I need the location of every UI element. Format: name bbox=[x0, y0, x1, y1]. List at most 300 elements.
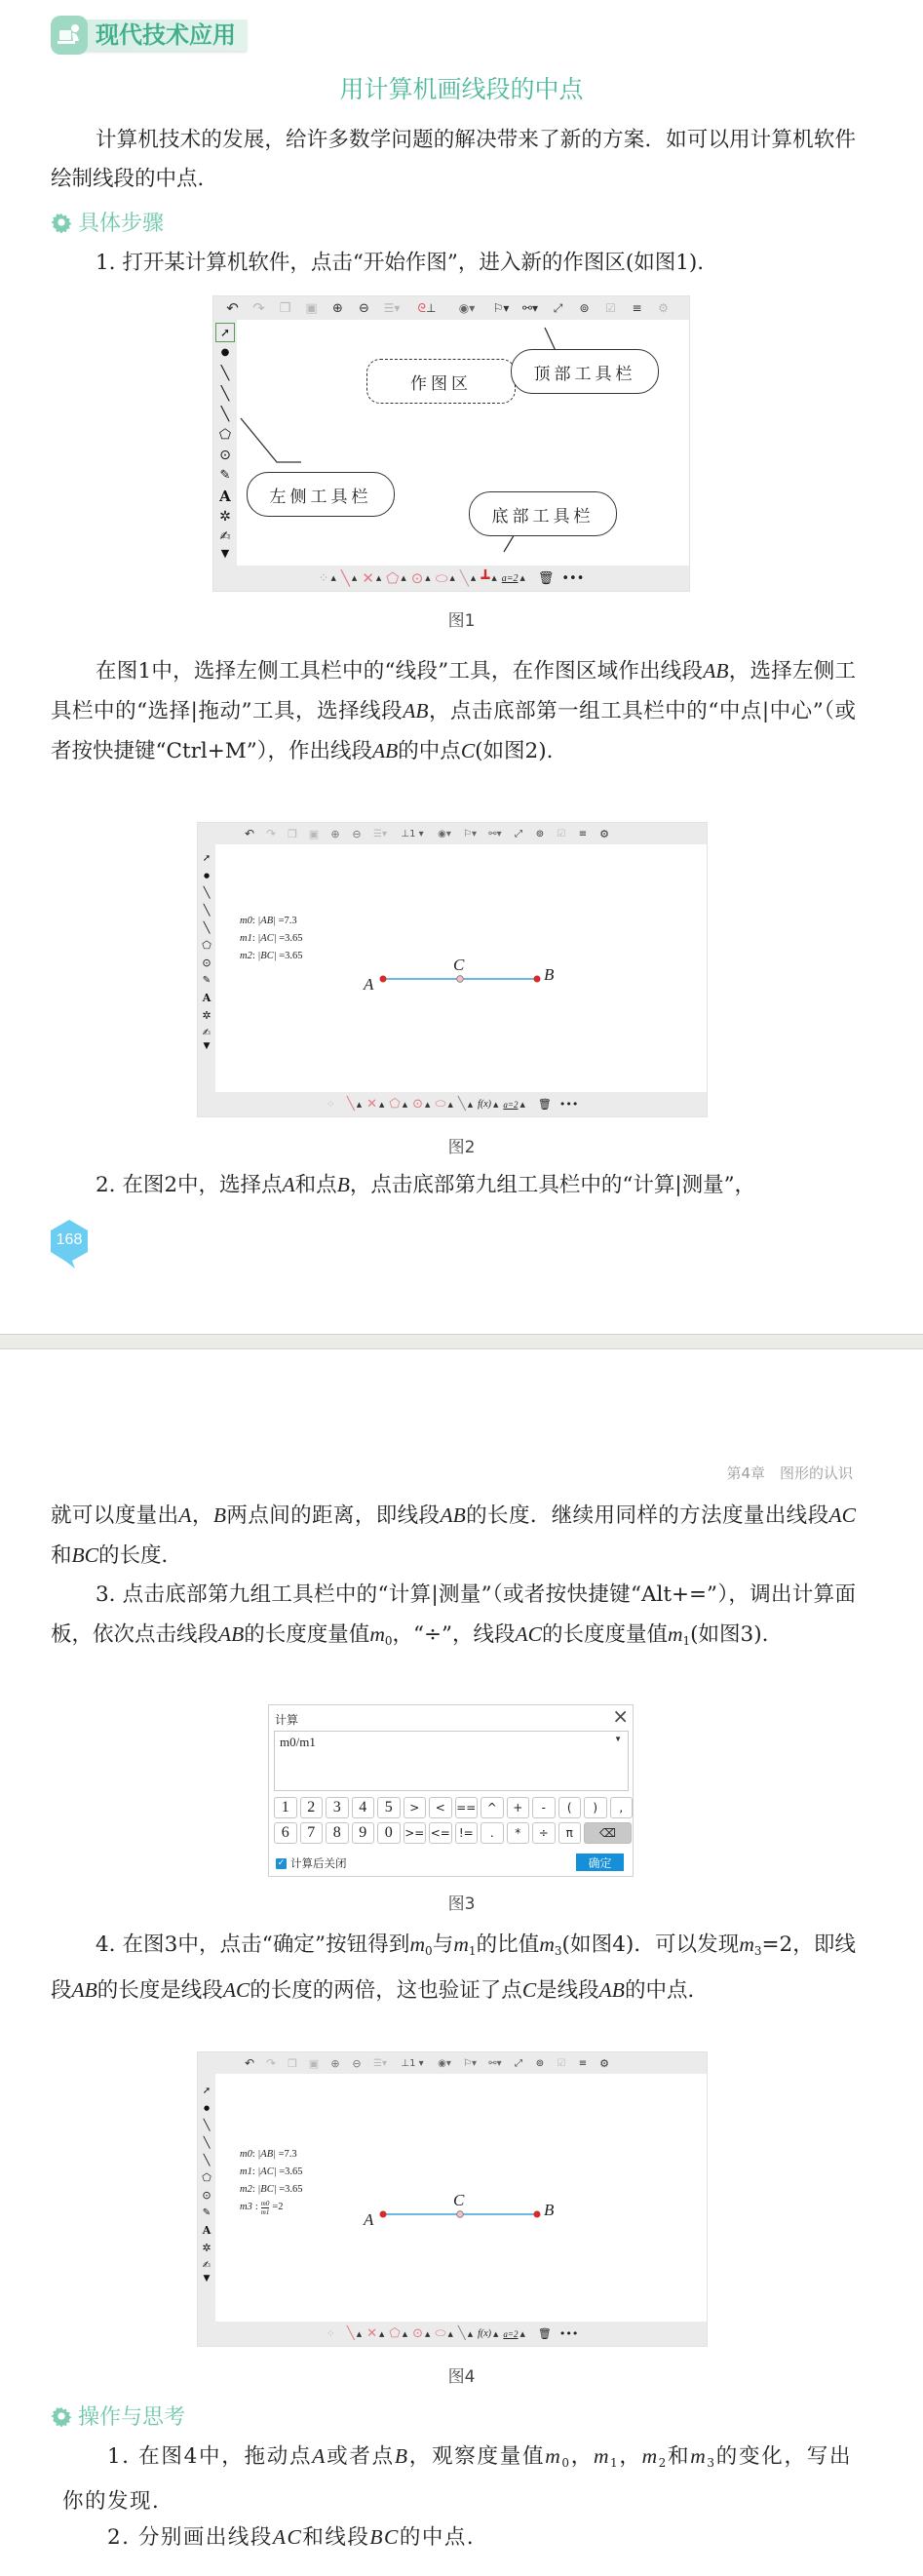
conic-group-icon[interactable]: ⬭ bbox=[435, 1097, 446, 1112]
key-lte[interactable]: <= bbox=[429, 1822, 452, 1844]
callout-pointers bbox=[213, 296, 691, 593]
measure-m0: m0: |AB| =7.3 bbox=[240, 916, 297, 926]
point-c[interactable] bbox=[457, 976, 464, 983]
page-169 bbox=[0, 1349, 923, 2576]
polygon-tool-icon[interactable]: ⬠ bbox=[218, 426, 232, 443]
measure-m2: m2: |BC| =3.65 bbox=[240, 2184, 303, 2195]
midpoint-group-icon[interactable]: ╲ bbox=[346, 1097, 355, 1112]
ray-tool-icon[interactable]: ╲ bbox=[203, 903, 211, 917]
point-c[interactable] bbox=[457, 2211, 464, 2218]
text: 和 bbox=[667, 2444, 691, 2469]
fullscreen-icon[interactable]: ⤢ bbox=[515, 828, 522, 839]
text: 是线段 bbox=[536, 1978, 599, 2003]
measure-m3: m3 : $\frac{m0}{m1}$ =2 bbox=[240, 2199, 284, 2216]
paste-icon[interactable]: ▣ bbox=[308, 827, 320, 840]
edit-icon[interactable]: ☑ bbox=[557, 828, 566, 839]
more-icon[interactable]: ••• bbox=[558, 1098, 579, 1111]
circle-tool-icon[interactable]: ⊙ bbox=[202, 2188, 212, 2202]
measure-m2: m2: |BC| =3.65 bbox=[240, 951, 303, 961]
text: 4. 在图3中，点击“确定”按钮得到 bbox=[96, 1932, 410, 1957]
math-m: m bbox=[539, 1932, 555, 1956]
math-bc: BC bbox=[71, 1543, 98, 1567]
text: ，点击底部第九组工具栏中的“计算|测量”， bbox=[349, 1173, 756, 1197]
fraction-numerator: m0 bbox=[260, 2199, 270, 2207]
measure-value: =2 bbox=[272, 2202, 284, 2212]
text: 的中点． bbox=[624, 1978, 709, 2003]
gear-settings-icon[interactable]: ⚙ bbox=[599, 827, 609, 840]
polygon-group-icon[interactable]: ⬠ bbox=[389, 2326, 401, 2341]
math-ab: AB bbox=[218, 1622, 245, 1646]
text: ，观察度量值 bbox=[408, 2444, 546, 2469]
caret-up-icon[interactable]: ▲ bbox=[402, 1100, 408, 1109]
key-1[interactable]: 1 bbox=[274, 1797, 297, 1818]
text: 和点 bbox=[294, 1173, 337, 1197]
scale-menu-icon[interactable]: ⊥ 1 ▾ bbox=[401, 828, 424, 839]
midpoint-group-icon[interactable]: ╲ bbox=[346, 2326, 355, 2341]
point-group-icon[interactable]: ⁘ bbox=[318, 570, 329, 586]
function-group-icon[interactable]: f(x) bbox=[478, 1099, 492, 1110]
segment-tool-icon[interactable]: ╲ bbox=[203, 885, 211, 899]
visibility-menu-icon[interactable]: ◉▾ bbox=[458, 301, 476, 315]
measure-value: =7.3 bbox=[278, 2149, 297, 2160]
calc-measure-group-icon[interactable]: a=2 bbox=[503, 2328, 519, 2339]
caret-up-icon[interactable]: ▲ bbox=[425, 574, 431, 582]
gear-settings-icon[interactable]: ⚙ bbox=[599, 2056, 609, 2070]
text: 或者点 bbox=[326, 2444, 395, 2469]
caret-up-icon[interactable]: ▲ bbox=[402, 2329, 408, 2338]
pen-tool-icon[interactable]: ✎ bbox=[202, 2206, 212, 2218]
checkbox-checked-icon[interactable]: ✓ bbox=[277, 1858, 286, 1868]
ok-button[interactable]: 确定 bbox=[576, 1854, 624, 1871]
graph-nodes-menu-icon[interactable]: ⚯▾ bbox=[488, 2057, 502, 2069]
redo-icon[interactable]: ↷ bbox=[265, 2056, 277, 2070]
flag-menu-icon[interactable]: ⚐▾ bbox=[492, 301, 510, 315]
callout-left-toolbar: 左侧工具栏 bbox=[247, 472, 395, 517]
keypad-row-1 bbox=[274, 1797, 633, 1818]
redo-icon[interactable]: ↷ bbox=[252, 299, 265, 317]
caret-up-icon[interactable]: ▲ bbox=[447, 2329, 453, 2338]
close-icon[interactable]: × bbox=[612, 1704, 629, 1728]
fullscreen-icon[interactable]: ⤢ bbox=[553, 300, 563, 315]
subhead-think bbox=[51, 2400, 185, 2431]
text-tool-icon[interactable]: A bbox=[202, 991, 212, 1004]
text: 与 bbox=[432, 1932, 454, 1957]
polygon-tool-icon[interactable]: ⬠ bbox=[202, 2170, 212, 2184]
text-tool-icon[interactable]: A bbox=[219, 487, 231, 505]
subhead-think-label: 操作与思考 bbox=[78, 2405, 186, 2430]
line-tool-icon[interactable]: ╲ bbox=[203, 2153, 211, 2166]
ray-tool-icon[interactable]: ╲ bbox=[220, 385, 230, 402]
text: (如图4)．可以发现 bbox=[561, 1932, 740, 1957]
close-after-calc-checkbox[interactable] bbox=[276, 1855, 347, 1871]
intersect-group-icon[interactable]: ✕ bbox=[366, 2326, 378, 2341]
text: 的变化，写出你的发现． bbox=[62, 2444, 852, 2514]
zoom-in-icon[interactable]: ⊕ bbox=[330, 2056, 340, 2070]
copy-icon[interactable]: ❐ bbox=[288, 2056, 297, 2070]
math-ab: AB bbox=[703, 659, 729, 683]
measure-name: m2 bbox=[240, 2184, 252, 2195]
point-group-icon[interactable]: ⁘ bbox=[326, 2327, 335, 2340]
measure-name: m1 bbox=[240, 933, 252, 944]
screenshot-icon[interactable]: ⊚ bbox=[535, 828, 545, 839]
point-tool-icon[interactable]: ● bbox=[203, 2103, 211, 2112]
zoom-in-icon[interactable]: ⊕ bbox=[332, 300, 343, 316]
circle-group-icon[interactable]: ⊙ bbox=[412, 1097, 424, 1112]
math-b: B bbox=[394, 2444, 409, 2468]
circle-group-icon[interactable]: ⊙ bbox=[412, 2326, 424, 2341]
edit-box-icon[interactable]: ✍ bbox=[202, 1027, 212, 1038]
more-icon[interactable]: ••• bbox=[561, 570, 585, 586]
vector-group-icon[interactable]: ╲ bbox=[459, 569, 469, 587]
point-group-icon[interactable]: ⁘ bbox=[326, 1098, 335, 1111]
caret-up-icon[interactable]: ▲ bbox=[449, 574, 455, 582]
pen-tool-icon[interactable]: ✎ bbox=[219, 468, 231, 483]
figure-4-app-window bbox=[197, 2051, 708, 2347]
key-0[interactable]: 0 bbox=[377, 1822, 401, 1844]
vector-group-icon[interactable]: ╲ bbox=[457, 2326, 466, 2341]
math-ac: AC bbox=[222, 1978, 250, 2002]
caret-up-icon[interactable]: ▲ bbox=[375, 574, 382, 582]
key-5[interactable]: 5 bbox=[377, 1797, 401, 1818]
page-title: 用计算机画线段的中点 bbox=[339, 75, 584, 103]
key-dot[interactable]: . bbox=[481, 1822, 504, 1844]
conic-group-icon[interactable]: ⬭ bbox=[435, 2326, 446, 2341]
section-banner bbox=[51, 17, 248, 54]
step-2 bbox=[51, 1165, 856, 1205]
intersect-group-icon[interactable]: ✕ bbox=[362, 569, 374, 587]
zoom-in-icon[interactable]: ⊕ bbox=[330, 827, 340, 840]
caret-up-icon[interactable]: ▲ bbox=[493, 1100, 499, 1109]
math-m: m bbox=[739, 1932, 754, 1956]
expression-value: m0/m1 bbox=[280, 1735, 316, 1749]
select-drag-tool-icon[interactable]: ➚ bbox=[215, 323, 235, 342]
text: 2. 在图2中，选择点 bbox=[96, 1173, 283, 1197]
text: 和线段 bbox=[302, 2525, 370, 2550]
polygon-group-icon[interactable]: ⬠ bbox=[386, 569, 400, 587]
math-ab: AB bbox=[403, 699, 429, 722]
top-toolbar bbox=[198, 2052, 707, 2074]
key-plus[interactable]: + bbox=[507, 1797, 530, 1818]
measure-value: =3.65 bbox=[279, 2166, 303, 2177]
key-4[interactable]: 4 bbox=[352, 1797, 375, 1818]
point-tool-icon[interactable]: ● bbox=[220, 347, 230, 358]
caret-up-icon[interactable]: ▲ bbox=[351, 574, 358, 582]
circle-tool-icon[interactable]: ⊙ bbox=[202, 956, 212, 969]
text: 的长度．继续用同样的方法度量出线段 bbox=[465, 1503, 829, 1528]
caret-up-icon[interactable]: ▲ bbox=[491, 574, 497, 582]
edit-box-icon[interactable]: ✍ bbox=[219, 529, 231, 544]
caret-up-icon[interactable]: ▲ bbox=[519, 1100, 525, 1109]
slider-group-icon[interactable]: a=2 bbox=[501, 572, 519, 584]
math-ab: AB bbox=[440, 1503, 466, 1527]
subscript: 3 bbox=[554, 1944, 562, 1958]
point-tool-icon[interactable]: ● bbox=[203, 871, 211, 879]
subscript: 1 bbox=[682, 1634, 691, 1648]
align-menu-icon[interactable]: ☰▾ bbox=[373, 828, 387, 839]
label-c: C bbox=[453, 2191, 465, 2209]
caret-up-icon[interactable]: ▲ bbox=[425, 2329, 431, 2338]
trash-icon[interactable]: 🗑 bbox=[537, 570, 555, 586]
calc-measure-group-icon[interactable]: a=2 bbox=[503, 1099, 519, 1110]
step-1: 1. 打开某计算机软件，点击“开始作图”，进入新的作图区(如图1). bbox=[96, 251, 705, 275]
text: 两点间的距离，即线段 bbox=[226, 1503, 441, 1528]
key-comma[interactable]: , bbox=[610, 1797, 634, 1818]
zoom-out-icon[interactable]: ⊖ bbox=[352, 2056, 362, 2070]
settings-sliders-icon[interactable]: ≡ bbox=[578, 828, 588, 839]
drawing-area-label: 作图区 bbox=[366, 359, 516, 404]
undo-icon[interactable]: ↶ bbox=[244, 827, 255, 840]
keypad-row-2 bbox=[274, 1822, 632, 1844]
math-ab: AB bbox=[71, 1978, 97, 2002]
zoom-out-icon[interactable]: ⊖ bbox=[359, 300, 369, 316]
caret-up-icon[interactable]: ▲ bbox=[447, 1100, 453, 1109]
figure-2-app-window bbox=[197, 822, 708, 1117]
more-tools-down-icon[interactable]: ▼ bbox=[220, 546, 230, 560]
visibility-menu-icon[interactable]: ◉▾ bbox=[438, 2057, 451, 2069]
magic-wand-icon[interactable]: ✲ bbox=[202, 1008, 212, 1022]
measure-value: =3.65 bbox=[279, 2184, 303, 2195]
text: (如图3). bbox=[690, 1622, 769, 1647]
gear-settings-icon[interactable]: ⚙ bbox=[658, 301, 669, 315]
trash-icon[interactable]: 🗑 bbox=[537, 2327, 552, 2340]
gear-icon bbox=[51, 212, 72, 233]
caret-up-icon[interactable]: ▲ bbox=[519, 2329, 525, 2338]
caret-up-icon[interactable]: ▲ bbox=[401, 574, 406, 582]
snap-axis-icon[interactable]: ᘓ ⊥ bbox=[417, 300, 437, 315]
intersect-group-icon[interactable]: ✕ bbox=[366, 1097, 378, 1112]
caret-up-icon[interactable]: ▲ bbox=[356, 2329, 363, 2338]
key-greater[interactable]: > bbox=[404, 1797, 427, 1818]
zoom-out-icon[interactable]: ⊖ bbox=[352, 827, 362, 840]
visibility-menu-icon[interactable]: ◉▾ bbox=[438, 828, 451, 839]
more-tools-down-icon[interactable]: ▼ bbox=[203, 1041, 211, 1051]
point-a[interactable] bbox=[380, 2211, 387, 2218]
menu-lines-icon[interactable]: ≡ bbox=[578, 2057, 588, 2069]
polygon-group-icon[interactable]: ⬠ bbox=[389, 1097, 401, 1112]
line-tool-icon[interactable]: ╲ bbox=[203, 920, 211, 934]
measure-expr: |AB| bbox=[257, 2149, 276, 2160]
math-c: C bbox=[460, 739, 476, 762]
text: 2. 分别画出线段 bbox=[107, 2525, 273, 2550]
subscript: 0 bbox=[425, 1944, 433, 1958]
math-m: m bbox=[453, 1932, 469, 1956]
math-m: m bbox=[409, 1932, 425, 1956]
step-3 bbox=[51, 1576, 856, 1660]
magic-wand-icon[interactable]: ✲ bbox=[202, 2241, 212, 2254]
key-less[interactable]: < bbox=[429, 1797, 452, 1818]
text: 1. 在图4中，拖动点 bbox=[107, 2444, 313, 2469]
measure-expr: |AC| bbox=[257, 933, 277, 944]
flag-menu-icon[interactable]: ⚐▾ bbox=[463, 828, 477, 839]
text: 就可以度量出 bbox=[51, 1503, 179, 1528]
figure-3-caption: 图3 bbox=[447, 1894, 476, 1914]
screenshot-icon[interactable]: ⊚ bbox=[535, 2057, 545, 2069]
point-b[interactable] bbox=[534, 2211, 541, 2218]
figure-2-caption: 图2 bbox=[447, 1138, 476, 1157]
measure-m1: m1: |AC| =3.65 bbox=[240, 2166, 303, 2177]
circle-tool-icon[interactable]: ⊙ bbox=[219, 447, 231, 463]
key-pi[interactable]: π bbox=[558, 1822, 582, 1844]
settings-sliders-icon[interactable]: ≡ bbox=[632, 301, 642, 315]
key-neq[interactable]: != bbox=[455, 1822, 479, 1844]
measure-value: =3.65 bbox=[279, 933, 303, 944]
think-question-2 bbox=[62, 2517, 852, 2557]
line-tool-icon[interactable]: ╲ bbox=[220, 406, 230, 422]
text: 的长度度量值 bbox=[244, 1622, 370, 1647]
measure-expr: |AC| bbox=[257, 2166, 277, 2177]
undo-icon[interactable]: ↶ bbox=[226, 299, 239, 317]
subscript: 2 bbox=[658, 2456, 668, 2470]
key-6[interactable]: 6 bbox=[274, 1822, 297, 1844]
pen-tool-icon[interactable]: ✎ bbox=[202, 974, 212, 986]
segment-tool-icon[interactable]: ╲ bbox=[203, 2118, 211, 2131]
subscript: 3 bbox=[753, 1944, 762, 1958]
copy-icon[interactable]: ❐ bbox=[288, 827, 297, 840]
label-b: B bbox=[544, 2201, 555, 2219]
select-drag-tool-icon[interactable]: ➚ bbox=[202, 852, 212, 864]
text: 3. 点击底部第九组工具栏中的“计算|测量”（或者按快捷键“Alt+=”），调出计算面板，依次点击线段 bbox=[51, 1582, 856, 1647]
key-multiply[interactable]: * bbox=[507, 1822, 530, 1844]
key-equals[interactable]: == bbox=[455, 1797, 479, 1818]
gear-icon bbox=[51, 2405, 72, 2427]
drawing-area[interactable] bbox=[215, 2074, 707, 2323]
caret-up-icon[interactable]: ▲ bbox=[356, 1100, 363, 1109]
math-a: A bbox=[178, 1503, 192, 1527]
caret-up-icon[interactable]: ▲ bbox=[467, 2329, 474, 2338]
magic-wand-icon[interactable]: ✲ bbox=[219, 508, 231, 525]
key-3[interactable]: 3 bbox=[326, 1797, 349, 1818]
fullscreen-icon[interactable]: ⤢ bbox=[515, 2057, 522, 2069]
text: (如图2). bbox=[475, 739, 554, 763]
figure-1-caption: 图1 bbox=[447, 611, 476, 631]
undo-icon[interactable]: ↶ bbox=[244, 2056, 255, 2070]
caret-up-icon[interactable]: ▲ bbox=[379, 2329, 385, 2338]
text: 在图1中，选择左侧工具栏中的“线段”工具，在作图区域作出线段 bbox=[96, 659, 704, 683]
edit-icon[interactable]: ☑ bbox=[605, 301, 616, 315]
text: 的中点． bbox=[399, 2525, 489, 2550]
expression-input[interactable] bbox=[274, 1731, 629, 1791]
math-a: A bbox=[282, 1173, 295, 1196]
vector-group-icon[interactable]: ╲ bbox=[457, 1097, 466, 1112]
text: 和 bbox=[51, 1543, 72, 1568]
calculator-dialog bbox=[268, 1704, 634, 1877]
graph-nodes-menu-icon[interactable]: ⚯▾ bbox=[488, 828, 502, 839]
math-bc: BC bbox=[369, 2525, 400, 2549]
subhead-steps bbox=[51, 207, 164, 237]
backspace-key[interactable] bbox=[584, 1822, 632, 1844]
function-group-icon[interactable]: f(x) bbox=[478, 2328, 492, 2339]
text: ， bbox=[619, 2444, 642, 2469]
caret-up-icon[interactable]: ▲ bbox=[379, 1100, 385, 1109]
redo-icon[interactable]: ↷ bbox=[265, 827, 277, 840]
edit-box-icon[interactable]: ✍ bbox=[202, 2259, 212, 2271]
calculator-title: 计算 bbox=[275, 1713, 299, 1727]
text: ，点击底部第一组工具栏中的“中点|中心”（或者按快捷键“Ctrl+M”），作出线段 bbox=[51, 699, 856, 763]
caret-up-icon[interactable]: ▲ bbox=[493, 2329, 499, 2338]
paste-icon[interactable]: ▣ bbox=[305, 300, 318, 316]
think-question-1 bbox=[62, 2437, 852, 2521]
align-menu-icon[interactable]: ☰▾ bbox=[373, 2057, 387, 2069]
key-divide[interactable]: ÷ bbox=[532, 1822, 556, 1844]
more-tools-down-icon[interactable]: ▼ bbox=[203, 2274, 211, 2283]
trash-icon[interactable]: 🗑 bbox=[537, 1098, 552, 1111]
conic-group-icon[interactable]: ⬭ bbox=[435, 569, 448, 587]
circle-group-icon[interactable]: ⊙ bbox=[410, 569, 424, 587]
key-rparen[interactable]: ) bbox=[584, 1797, 607, 1818]
key-minus[interactable]: - bbox=[532, 1797, 556, 1818]
graph-nodes-menu-icon[interactable]: ⚯▾ bbox=[521, 301, 539, 315]
caret-up-icon[interactable]: ▲ bbox=[519, 574, 525, 582]
scale-menu-icon[interactable]: ⊥ 1 ▾ bbox=[401, 2057, 424, 2069]
more-icon[interactable]: ••• bbox=[558, 2327, 579, 2340]
select-drag-tool-icon[interactable]: ➚ bbox=[202, 2085, 212, 2096]
paste-icon[interactable]: ▣ bbox=[308, 2056, 320, 2070]
key-gte[interactable]: >= bbox=[404, 1822, 427, 1844]
dropdown-caret-icon[interactable]: ▼ bbox=[614, 1735, 622, 1743]
flag-menu-icon[interactable]: ⚐▾ bbox=[463, 2057, 477, 2069]
subscript: 0 bbox=[561, 2456, 571, 2470]
key-7[interactable]: 7 bbox=[300, 1822, 324, 1844]
paragraph-figure1-instructions bbox=[51, 651, 856, 771]
subhead-steps-label: 具体步骤 bbox=[78, 212, 165, 236]
math-ab: AB bbox=[372, 739, 399, 762]
page-separator bbox=[0, 1334, 923, 1349]
measure-name: m1 bbox=[240, 2166, 252, 2177]
label-a: A bbox=[364, 975, 374, 994]
screenshot-icon[interactable]: ⊚ bbox=[579, 301, 590, 315]
drawing-area[interactable] bbox=[215, 844, 707, 1094]
key-8[interactable]: 8 bbox=[326, 1822, 349, 1844]
figure-4-caption: 图4 bbox=[447, 2367, 476, 2387]
chapter-header: 第4章 图形的认识 bbox=[726, 1464, 853, 1482]
math-ac: AC bbox=[515, 1622, 542, 1646]
copy-icon[interactable]: ❐ bbox=[279, 300, 291, 316]
label-b: B bbox=[544, 965, 555, 984]
key-9[interactable]: 9 bbox=[352, 1822, 375, 1844]
callout-bottom-toolbar: 底部工具栏 bbox=[469, 491, 617, 536]
text: 的长度． bbox=[98, 1543, 183, 1568]
math-m: m bbox=[545, 2444, 562, 2468]
measure-value: =3.65 bbox=[279, 951, 303, 961]
measure-name: m0 bbox=[240, 2149, 252, 2160]
key-power[interactable]: ^ bbox=[481, 1797, 504, 1818]
caret-up-icon[interactable]: ▲ bbox=[425, 1100, 431, 1109]
text: ， bbox=[570, 2444, 594, 2469]
point-a[interactable] bbox=[380, 976, 387, 983]
backspace-icon: ⌫ bbox=[599, 1826, 616, 1840]
polygon-tool-icon[interactable]: ⬠ bbox=[202, 938, 212, 952]
text: ， bbox=[191, 1503, 213, 1528]
edit-icon[interactable]: ☑ bbox=[557, 2057, 566, 2069]
left-toolbar bbox=[198, 2074, 215, 2323]
align-menu-icon[interactable]: ☰▾ bbox=[383, 301, 401, 315]
key-2[interactable]: 2 bbox=[300, 1797, 324, 1818]
math-m: m bbox=[667, 1622, 683, 1646]
segment-tool-icon[interactable]: ╲ bbox=[220, 365, 230, 381]
axes-group-icon[interactable]: ┻ bbox=[481, 569, 490, 587]
caret-up-icon[interactable]: ▲ bbox=[467, 1100, 474, 1109]
math-ac: AC bbox=[272, 2525, 303, 2549]
caret-up-icon[interactable]: ▲ bbox=[330, 574, 336, 582]
scale-value: 1 bbox=[409, 828, 416, 839]
caret-up-icon[interactable]: ▲ bbox=[470, 574, 477, 582]
label-c: C bbox=[453, 956, 465, 974]
ray-tool-icon[interactable]: ╲ bbox=[203, 2135, 211, 2149]
text-tool-icon[interactable]: A bbox=[202, 2223, 212, 2237]
segment-group-icon[interactable]: ╲ bbox=[340, 569, 350, 587]
point-b[interactable] bbox=[534, 976, 541, 983]
key-lparen[interactable]: ( bbox=[558, 1797, 582, 1818]
